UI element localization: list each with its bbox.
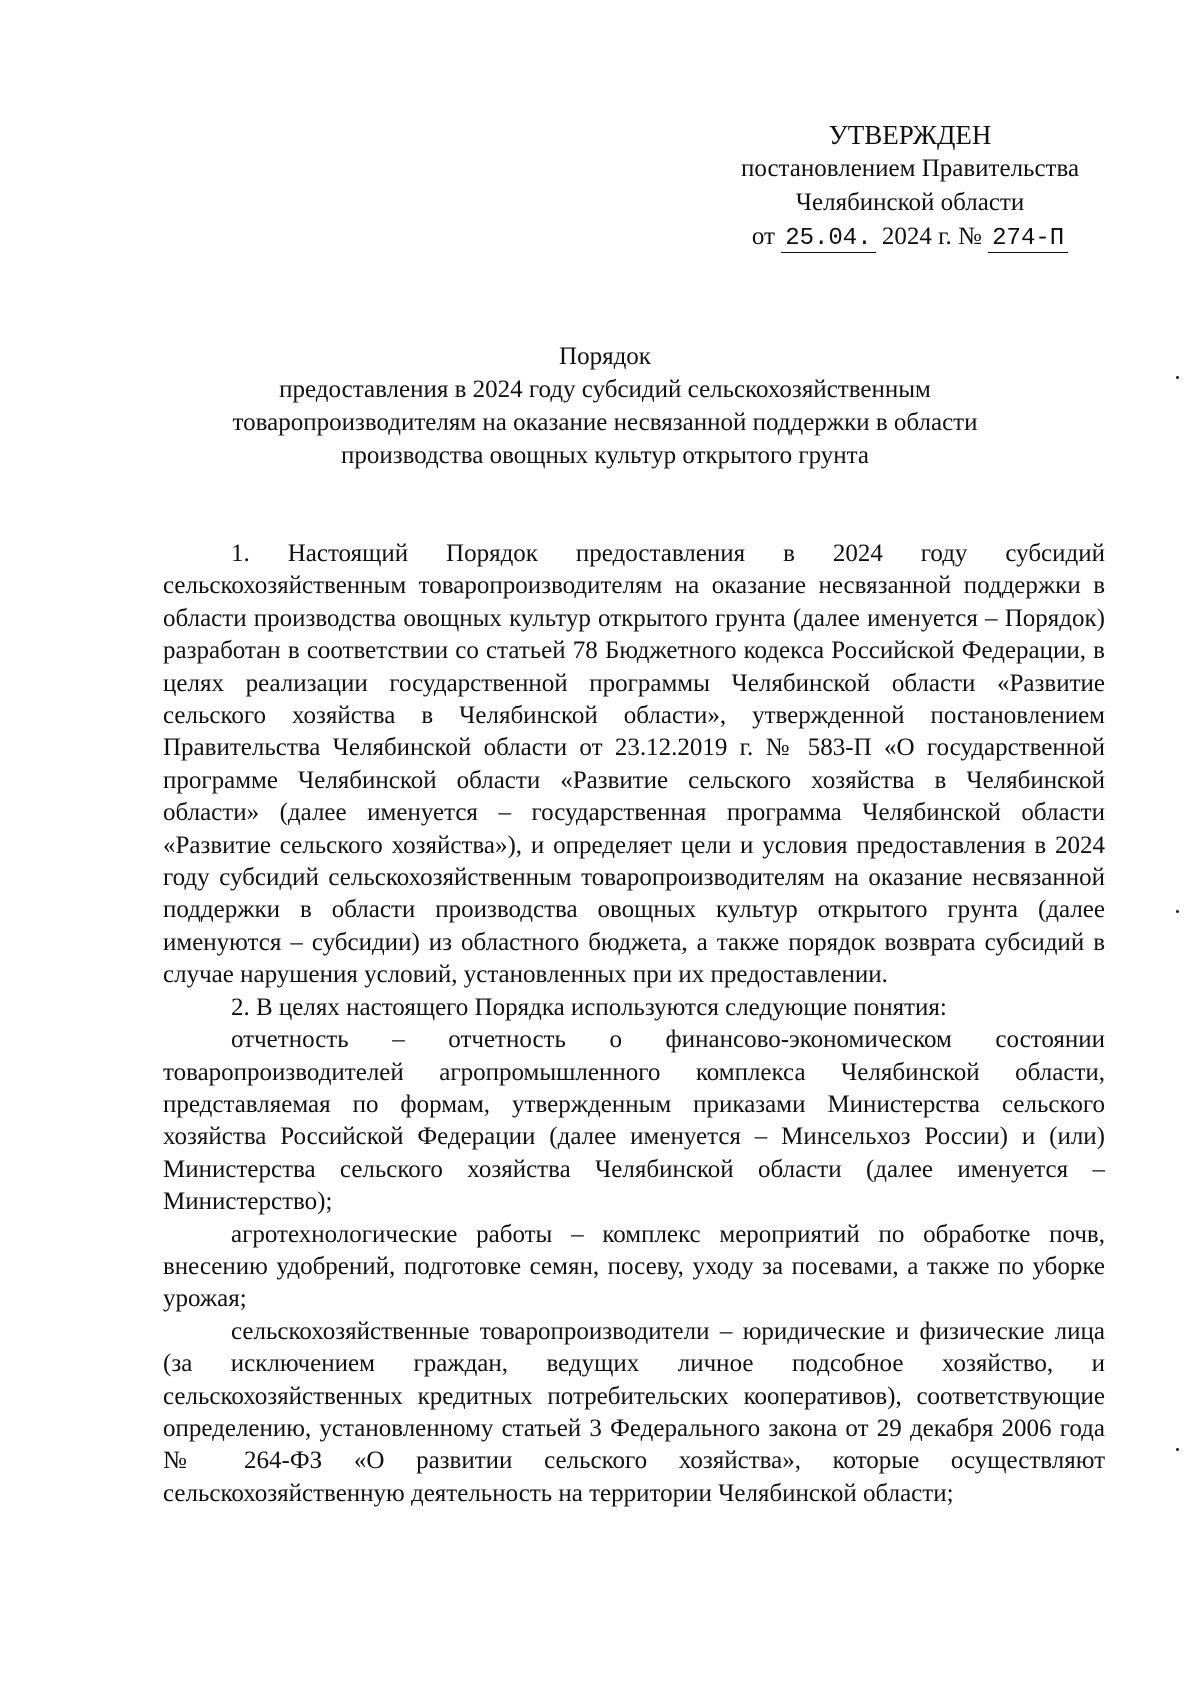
title-line-1: предоставления в 2024 году субсидий сельскохозяйственным — [279, 376, 931, 403]
approval-stamp — [720, 118, 1100, 256]
date-prefix: от — [751, 223, 775, 250]
date-value: 25.04. — [781, 225, 875, 253]
definition-reporting: отчетность – отчетность о финансово-экономическом состоянии товаропроизводителей агропромышленного комплекса Челябинской области, представляемая по формам, утвержденным приказами Министерства сельского хозяйства Российской Федерации (далее именуется – Минсельхоз России) и (или) Министерства сельского хозяйства Челябинской области (далее именуется – Министерство); — [163, 1026, 1105, 1216]
scan-speck — [1176, 376, 1179, 379]
title-line-3: производства овощных культур открытого грунта — [340, 442, 870, 469]
approval-date-line — [720, 220, 1100, 256]
document-number: 274-П — [988, 225, 1068, 253]
scan-speck — [1176, 910, 1179, 913]
approval-line-resolution: постановлением Правительства — [740, 155, 1080, 182]
scan-speck — [1176, 1448, 1179, 1451]
definition-producers: сельскохозяйственные товаропроизводители – юридические и физические лица (за исключением граждан, ведущих личное подсобное хозяйство, и сельскохозяйственных кредитных потребительских кооперативов), соответствующие определению, установленному статьей 3 Федерального закона от 29 декабря 2006 года № 264-ФЗ «О развитии сельского хозяйства», которые осуществляют сельскохозяйственную деятельность на территории Челябинской области; — [163, 1317, 1105, 1507]
paragraph-1: 1. Настоящий Порядок предоставления в 2024 году субсидий сельскохозяйственным товаропроизводителям на оказание несвязанной поддержки в области производства овощных культур открытого грунта (далее именуется – Порядок) разработан в соответствии со статьей 78 Бюджетного кодекса Российской Федерации, в целях реализации государственной программы Челябинской области «Развитие сельского хозяйства в Челябинской области», утвержденной постановлением Правительства Челябинской области от 23.12.2019 г. № 583-П «О государственной программе Челябинской области «Развитие сельского хозяйства в Челябинской области» (далее именуется – государственная программа Челябинской области «Развитие сельского хозяйства»), и определяет цели и условия предоставления в 2024 году субсидий сельскохозяйственным товаропроизводителям на оказание несвязанной поддержки в области производства овощных культур открытого грунта (далее именуются – субсидии) из областного бюджета, а также порядок возврата субсидий в случае нарушения условий, установленных при их предоставлении. — [163, 540, 1105, 989]
title-heading: Порядок — [559, 343, 651, 370]
document-title — [160, 340, 1050, 472]
document-body — [163, 538, 1105, 1510]
paragraph-2: 2. В целях настоящего Порядка используются следующие понятия: — [231, 993, 947, 1021]
title-line-2: товаропроизводителям на оказание несвязанной поддержки в области — [232, 409, 978, 436]
definition-agro-works: агротехнологические работы – комплекс мероприятий по обработке почв, внесению удобрений, подготовке семян, посеву, уходу за посевами, а также по уборке урожая; — [163, 1220, 1105, 1313]
approval-line-region: Челябинской области — [795, 189, 1025, 216]
year-number-label: 2024 г. № — [881, 223, 982, 250]
approved-heading: УТВЕРЖДЕН — [828, 120, 992, 150]
